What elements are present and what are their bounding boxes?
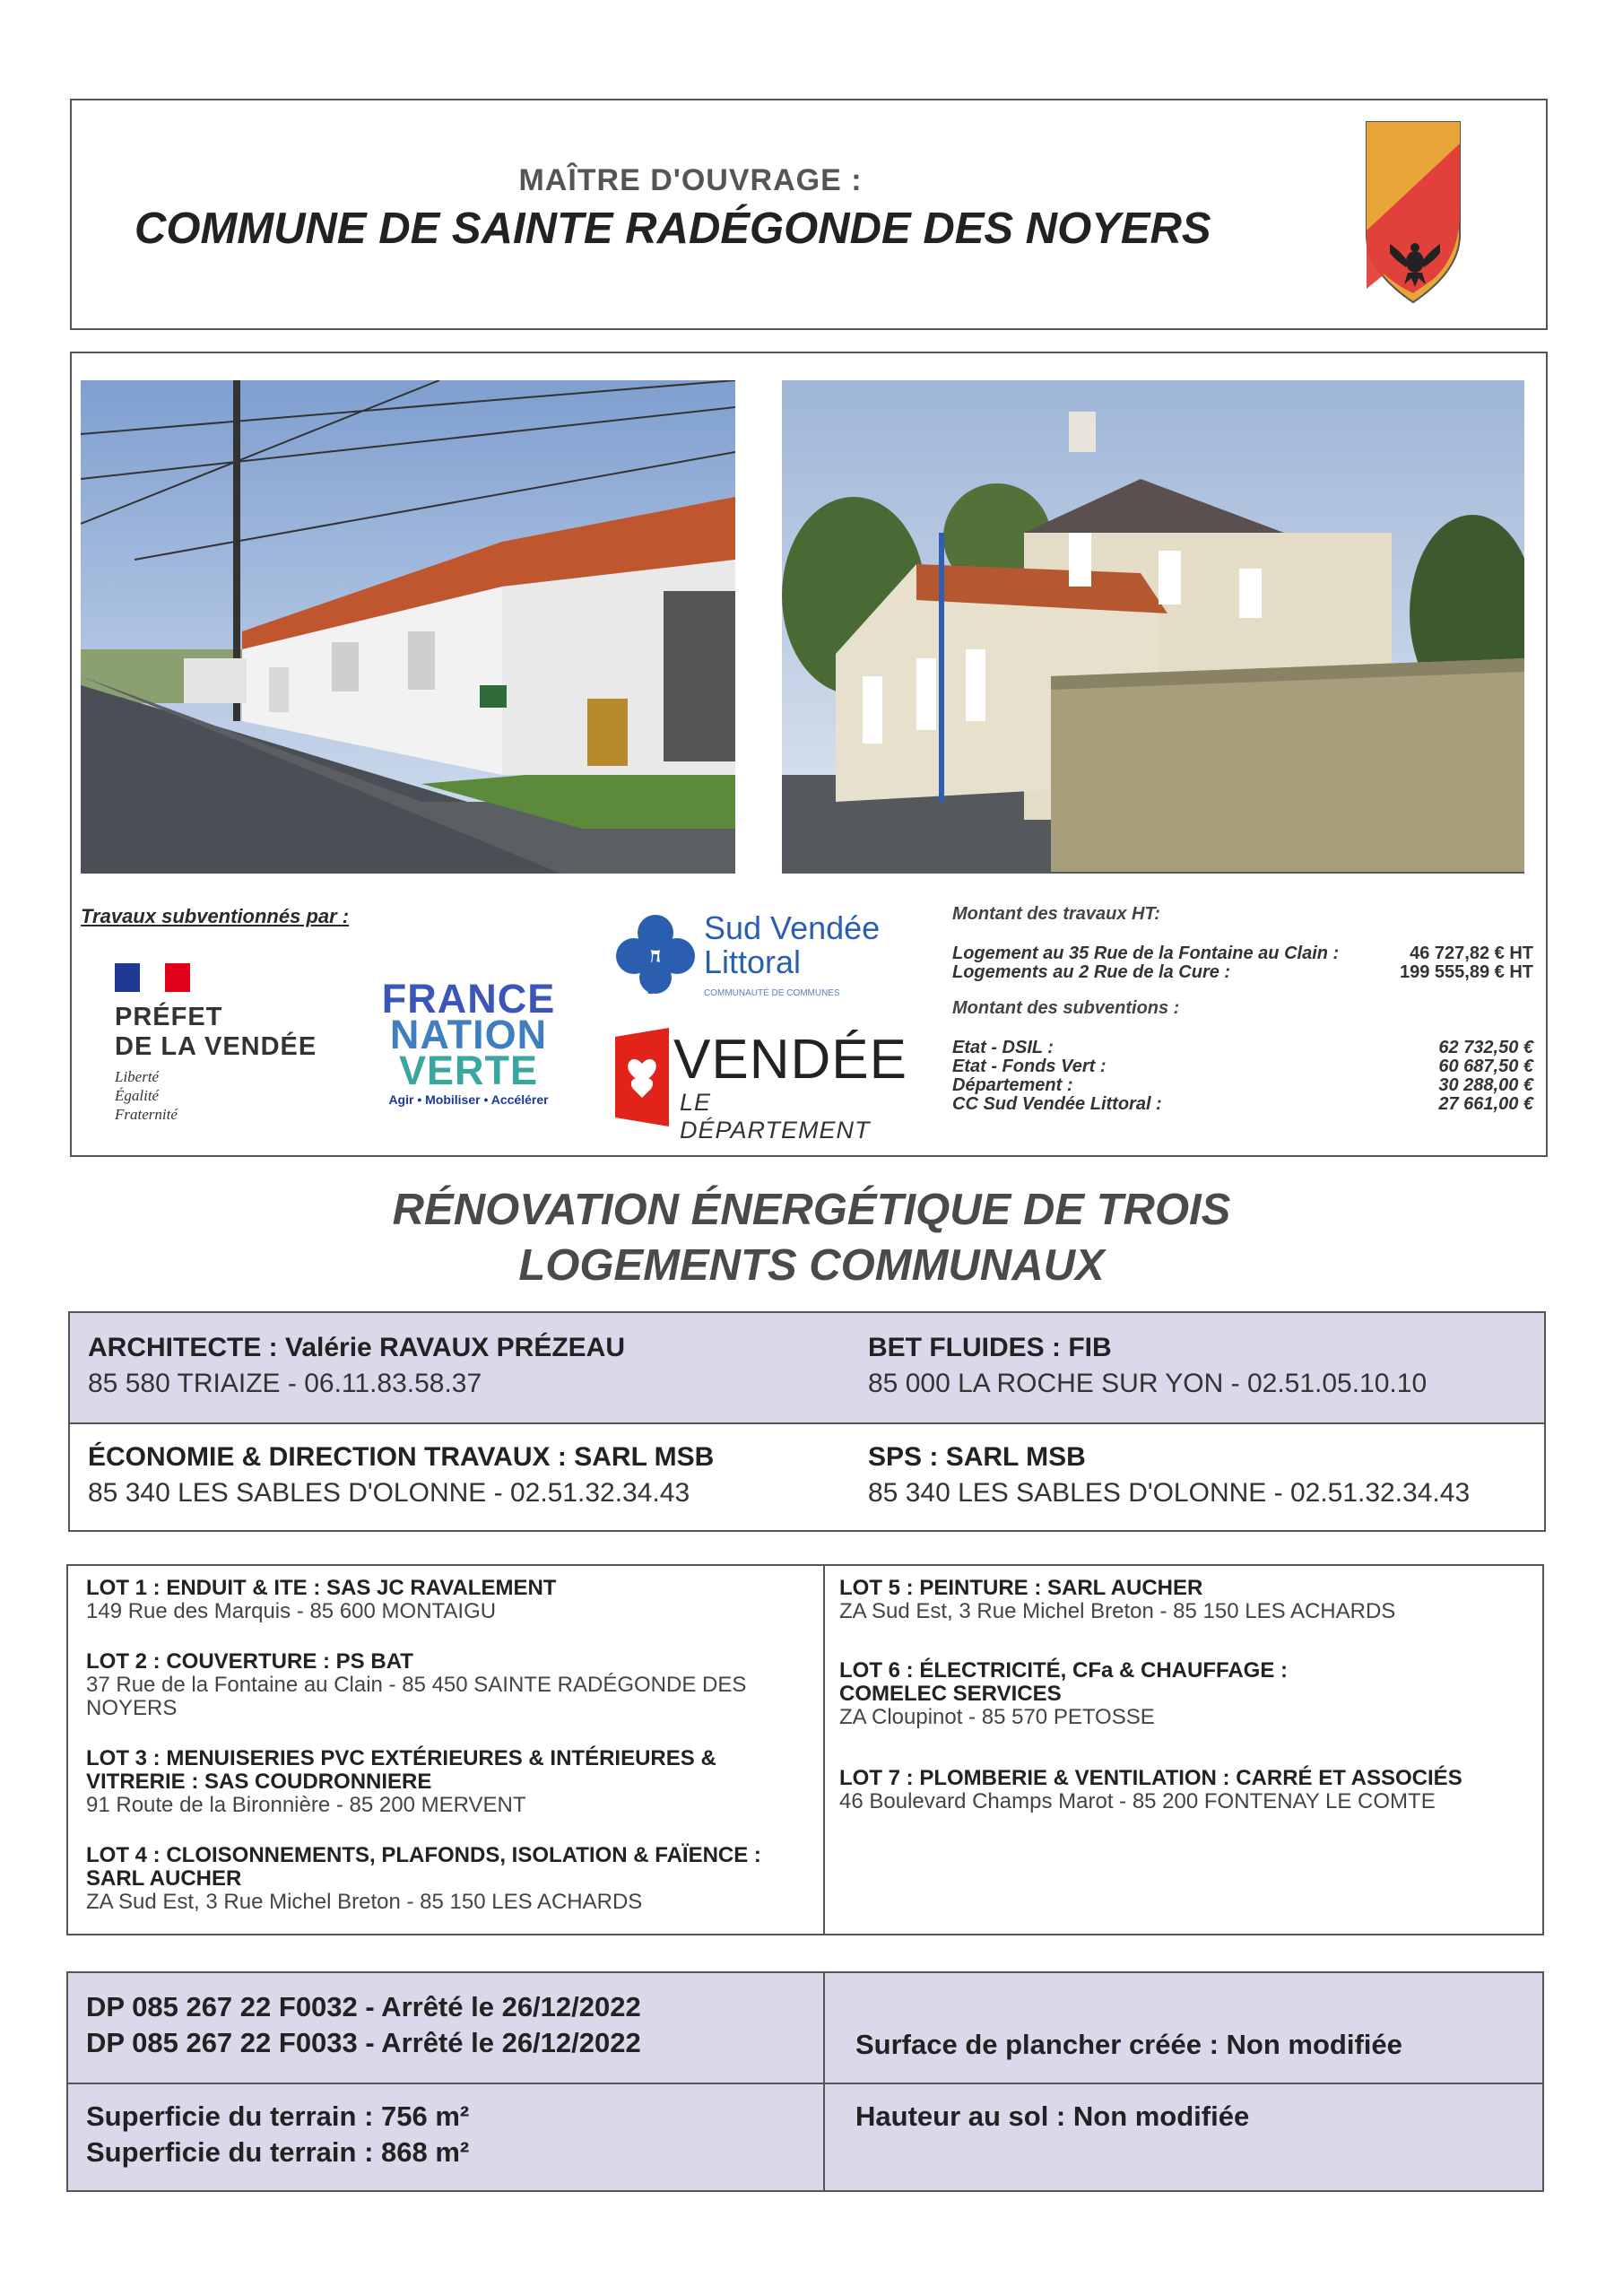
lot-7: LOT 7 : PLOMBERIE & VENTILATION : CARRÉ ET ASSOCIÉS 46 Boulevard Champs Marot - 85 200 FONTENAY LE COMTE <box>839 1766 1462 1813</box>
subsidy-row: Etat - Fonds Vert : 60 687,50 € <box>952 1057 1533 1076</box>
svl-line1: Sud Vendée <box>704 909 881 946</box>
commune-name: COMMUNE DE SAINTE RADÉGONDE DES NOYERS <box>135 204 1211 253</box>
bet-addr: 85 000 LA ROCHE SUR YON - 02.51.05.10.10 <box>868 1369 1428 1398</box>
fnv-line2: NATION <box>389 1012 548 1057</box>
lot-5: LOT 5 : PEINTURE : SARL AUCHER ZA Sud Est, 3 Rue Michel Breton - 85 150 LES ACHARDS <box>839 1576 1396 1623</box>
motto-liberte: Liberté <box>115 1068 160 1085</box>
lot-4: LOT 4 : CLOISONNEMENTS, PLAFONDS, ISOLATION & FAÏENCE : SARL AUCHER ZA Sud Est, 3 Rue Michel Breton - 85 150 LES ACHARDS <box>86 1843 761 1914</box>
funding-title: Travaux subventionnés par : <box>81 905 350 927</box>
svl-line2: Littoral <box>704 944 802 980</box>
economy-cell <box>88 1442 714 1509</box>
vendee-departement-logo <box>615 1028 907 1144</box>
prefet-vendee-logo <box>115 963 330 1124</box>
surface-plancher: Surface de plancher créée : Non modifiée <box>855 2029 1402 2060</box>
works-title: Montant des travaux HT: <box>952 904 1160 924</box>
architect-addr: 85 580 TRIAIZE - 06.11.83.58.37 <box>88 1369 482 1398</box>
contacts-row-1 <box>70 1313 1544 1424</box>
lot-1: LOT 1 : ENDUIT & ITE : SAS JC RAVALEMENT 149 Rue des Marquis - 85 600 MONTAIGU <box>86 1576 557 1623</box>
vendee-hearts-icon <box>615 1028 669 1126</box>
economy-head: ÉCONOMIE & DIRECTION TRAVAUX : SARL MSB <box>88 1442 715 1472</box>
terrain-area-2: Superficie du terrain : 868 m² <box>86 2136 470 2168</box>
permits-box <box>66 1971 1544 2192</box>
clover-icon <box>614 913 697 996</box>
coat-of-arms-icon <box>1363 118 1463 307</box>
bet-head: BET FLUIDES : FIB <box>868 1333 1112 1362</box>
svl-line3: COMMUNAUTÉ DE COMMUNES <box>704 988 840 998</box>
contacts-box <box>68 1311 1546 1532</box>
header-box <box>70 99 1548 330</box>
architect-head: ARCHITECTE : Valérie RAVAUX PRÉZEAU <box>88 1333 625 1362</box>
photos-funding-box <box>70 352 1548 1157</box>
page-title <box>0 1182 1623 1293</box>
architect-cell <box>88 1333 625 1399</box>
house-photo-2 <box>782 380 1524 874</box>
permit-dp2: DP 085 267 22 F0033 - Arrêté le 26/12/2022 <box>86 2027 641 2058</box>
sps-addr: 85 340 LES SABLES D'OLONNE - 02.51.32.34.43 <box>868 1478 1471 1508</box>
subsidy-row: Département : 30 288,00 € <box>952 1075 1533 1095</box>
lot-2: LOT 2 : COUVERTURE : PS BAT 37 Rue de la Fontaine au Clain - 85 450 SAINTE RADÉGONDE DES NOYERS <box>86 1649 747 1720</box>
subsidies-title: Montant des subventions : <box>952 998 1180 1018</box>
subsidy-row: Etat - DSIL : 62 732,50 € <box>952 1038 1533 1057</box>
economy-addr: 85 340 LES SABLES D'OLONNE - 02.51.32.34.43 <box>88 1478 690 1508</box>
fnv-line1: FRANCE <box>381 976 556 1022</box>
sud-vendee-littoral-logo <box>614 909 901 998</box>
french-flag-icon <box>115 963 190 992</box>
prefet-line1: PRÉFET <box>115 1003 223 1031</box>
sps-head: SPS : SARL MSB <box>868 1442 1086 1472</box>
france-nation-verte-logo <box>372 976 565 1107</box>
house-photo-1 <box>81 380 735 874</box>
subsidy-row: CC Sud Vendée Littoral : 27 661,00 € <box>952 1094 1533 1114</box>
fnv-tagline: Agir • Mobiliser • Accélérer <box>388 1092 549 1107</box>
amounts-panel <box>952 904 1533 1114</box>
lots-box <box>66 1564 1544 1935</box>
title-line1: RÉNOVATION ÉNERGÉTIQUE DE TROIS <box>392 1186 1231 1234</box>
works-row: Logement au 35 Rue de la Fontaine au Clain : 46 727,82 € HT <box>952 944 1533 963</box>
maitre-ouvrage-label: MAÎTRE D'OUVRAGE : <box>518 163 863 197</box>
hauteur-sol: Hauteur au sol : Non modifiée <box>855 2100 1250 2132</box>
title-line2: LOGEMENTS COMMUNAUX <box>518 1241 1105 1290</box>
motto-fraternite: Fraternité <box>115 1106 178 1123</box>
lot-6: LOT 6 : ÉLECTRICITÉ, CFa & CHAUFFAGE : COMELEC SERVICES ZA Cloupinot - 85 570 PETOSSE <box>839 1658 1289 1729</box>
works-row: Logements au 2 Rue de la Cure : 199 555,89 € HT <box>952 962 1533 982</box>
terrain-area-1: Superficie du terrain : 756 m² <box>86 2100 470 2132</box>
lot-3: LOT 3 : MENUISERIES PVC EXTÉRIEURES & INTÉRIEURES & VITRERIE : SAS COUDRONNIERE 91 Route de la Bironnière - 85 200 MERVENT <box>86 1746 716 1817</box>
bet-cell <box>868 1333 1427 1399</box>
fnv-line3: VERTE <box>398 1048 539 1093</box>
motto-egalite: Égalité <box>115 1087 160 1104</box>
prefet-line2: DE LA VENDÉE <box>115 1032 317 1061</box>
permit-dp1: DP 085 267 22 F0032 - Arrêté le 26/12/2022 <box>86 1991 641 2022</box>
vendee-line1: VENDÉE <box>673 1029 907 1091</box>
vendee-line2: LE DÉPARTEMENT <box>680 1089 871 1144</box>
sps-cell <box>868 1442 1470 1509</box>
contacts-row-2 <box>70 1424 1544 1532</box>
